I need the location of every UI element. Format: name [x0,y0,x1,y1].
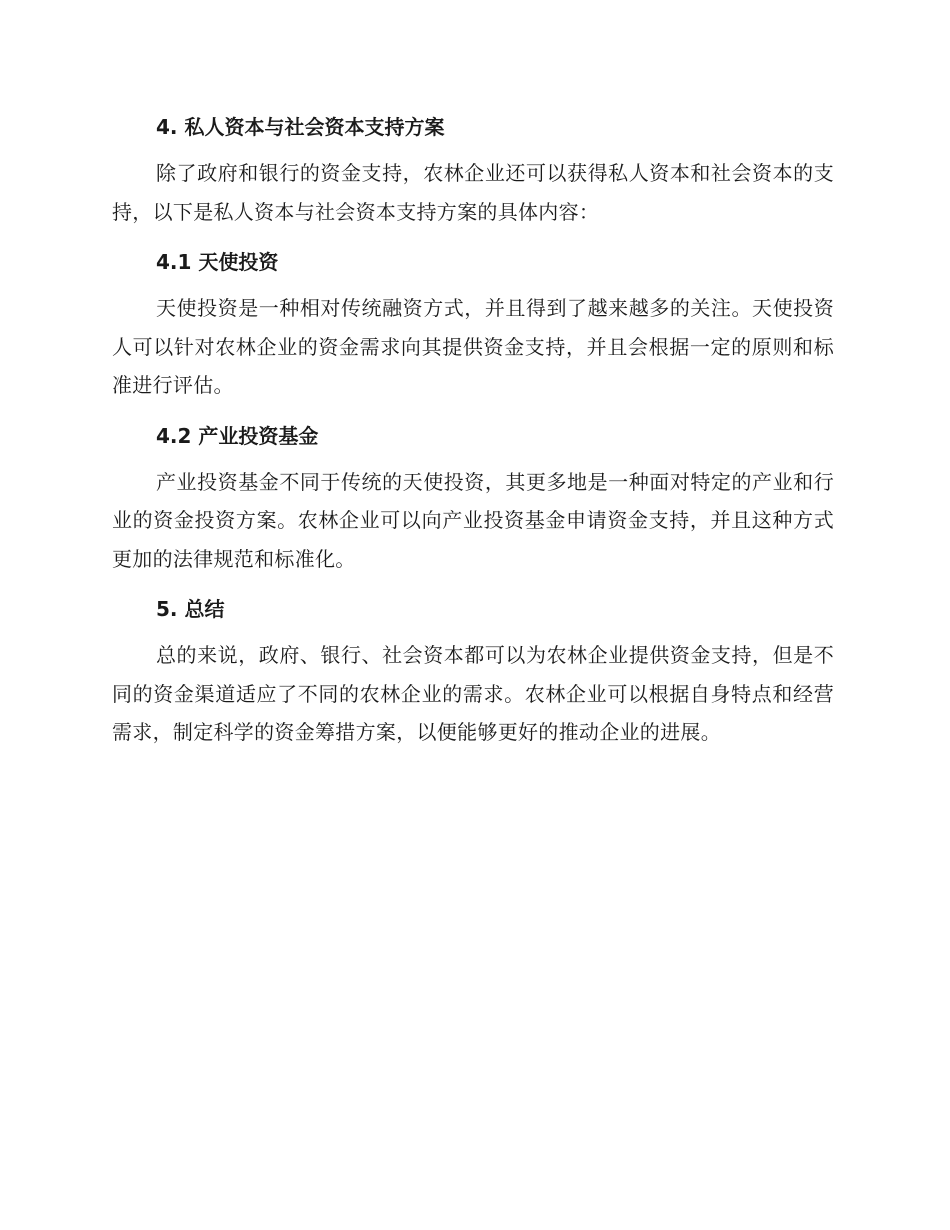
section-industry-fund [112,417,834,579]
section-heading: 4. 私人资本与社会资本支持方案 [156,115,445,139]
section-paragraph: 产业投资基金不同于传统的天使投资，其更多地是一种面对特定的产业和行业的资金投资方案。农林企业可以向产业投资基金申请资金支持，并且这种方式更加的法律规范和标准化。 [112,469,834,571]
section-heading: 4.2 产业投资基金 [156,423,319,448]
section-private-social-capital [112,108,834,231]
section-paragraph: 除了政府和银行的资金支持，农林企业还可以获得私人资本和社会资本的支持，以下是私人资本与社会资本支持方案的具体内容： [112,161,834,224]
section-heading: 5. 总结 [156,597,225,621]
section-angel-investment [112,243,834,405]
section-paragraph: 天使投资是一种相对传统融资方式，并且得到了越来越多的关注。天使投资人可以针对农林企业的资金需求向其提供资金支持，并且会根据一定的原则和标准进行评估。 [112,296,834,397]
section-heading: 4.1 天使投资 [156,250,279,274]
document-page [112,108,834,764]
section-summary [112,590,834,752]
section-paragraph: 总的来说，政府、银行、社会资本都可以为农林企业提供资金支持，但是不同的资金渠道适应了不同的农林企业的需求。农林企业可以根据自身特点和经营需求，制定科学的资金筹措方案，以便能够更好的推动企业的进展。 [112,643,834,744]
